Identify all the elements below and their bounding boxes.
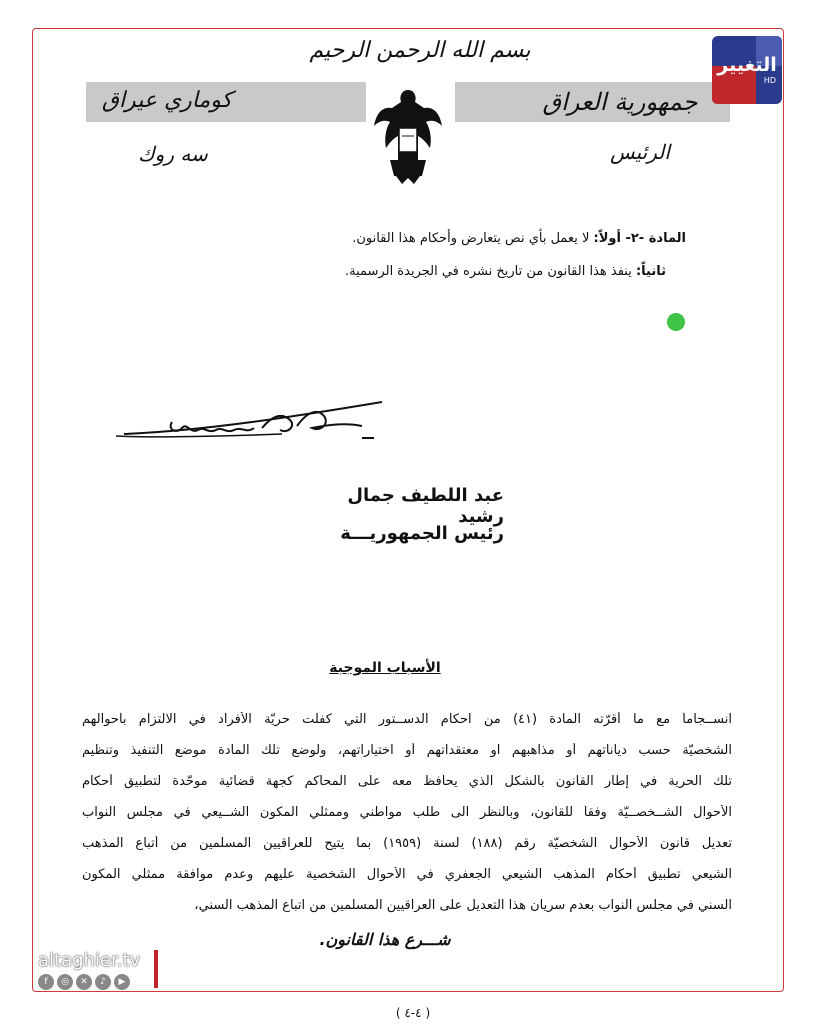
youtube-icon: ▶ xyxy=(114,974,130,990)
subtitle-kurdish: سه روك xyxy=(138,142,208,166)
watermark-site: altaghier.tv xyxy=(38,950,141,971)
reasons-line: الشخصيّة حسب دياناتهم أو مذاهبهم او معتقداتهم أو اختياراتهم، ولوضع تلك المادة موضع التنفيذ وتنظيم xyxy=(82,743,732,758)
article-line-1 xyxy=(300,231,686,246)
reasons-line: انســجاماً مع ما أقرّته المادة (٤١) من احكام الدســتور التي كفلت حريّة الأفراد في الالتزام بأحوالهم xyxy=(82,712,732,727)
green-dot xyxy=(667,313,685,331)
reasons-line: تعديل قانون الأحوال الشخصيّة رقم (١٨٨) لسنة (١٩٥٩) بما يتيح للعراقيين المسلمين من أتباع المذهب xyxy=(82,836,732,851)
reasons-line: السني في مجلس النواب بعدم سريان هذا التعديل على العراقيين المسلمين من اتباع المذهب السني، xyxy=(194,898,732,913)
article-2-text: ينفذ هذا القانون من تاريخ نشره في الجريدة الرسمية. xyxy=(345,264,632,279)
basmala: بسم الله الرحمن الرحيم xyxy=(309,38,531,63)
article-2-label: ثانياً: xyxy=(635,264,666,279)
social-icons xyxy=(38,974,130,990)
title-kurdish: كوماري عيراق xyxy=(101,88,233,113)
channel-logo xyxy=(712,36,782,104)
article-1-label: المادة -٢- أولاً: xyxy=(593,231,686,246)
x-icon: ✕ xyxy=(76,974,92,990)
facebook-icon: f xyxy=(38,974,54,990)
subtitle-arabic: الرئيس xyxy=(610,140,670,164)
reasons-heading: الأسباب الموجبة xyxy=(329,660,441,676)
page-number: ( ٤-٤ ) xyxy=(395,1006,431,1020)
signer-name: عبد اللطيف جمال رشيد xyxy=(347,485,504,527)
reasons-line: الشيعي تطبيق أحكام المذهب الشيعي الجعفري في الأحوال الشخصية عليهم وعدم موافقة ممثلي المكون xyxy=(82,867,732,882)
signer-title: رئيس الجمهوريـــة xyxy=(340,523,504,544)
article-line-2 xyxy=(300,264,666,279)
closing-statement: شـــرع هذا القانون. xyxy=(319,930,451,949)
channel-logo-hd: HD xyxy=(763,76,776,85)
channel-logo-text: التغيير xyxy=(717,54,777,76)
eagle-emblem-icon xyxy=(372,86,444,186)
tiktok-icon: ♪ xyxy=(95,974,111,990)
reasons-line: تلك الحرية في إطار القانون بالشكل الذي يحافظ معه على المحاكم كجهة قضائية موحّدة لتطبيق أحكام xyxy=(82,774,732,789)
watermark-bar xyxy=(154,950,158,988)
title-arabic: جمهورية العراق xyxy=(542,88,698,116)
instagram-icon: ◎ xyxy=(57,974,73,990)
reasons-line: الأحوال الشــخصــيّة وفقاً للقانون، وبالنظر الى طلب مواطني وممثلي المكون الشــيعي في مجلس النواب xyxy=(82,805,732,820)
handwritten-signature xyxy=(112,382,392,452)
article-1-text: لا يعمل بأي نص يتعارض وأحكام هذا القانون. xyxy=(352,231,590,246)
